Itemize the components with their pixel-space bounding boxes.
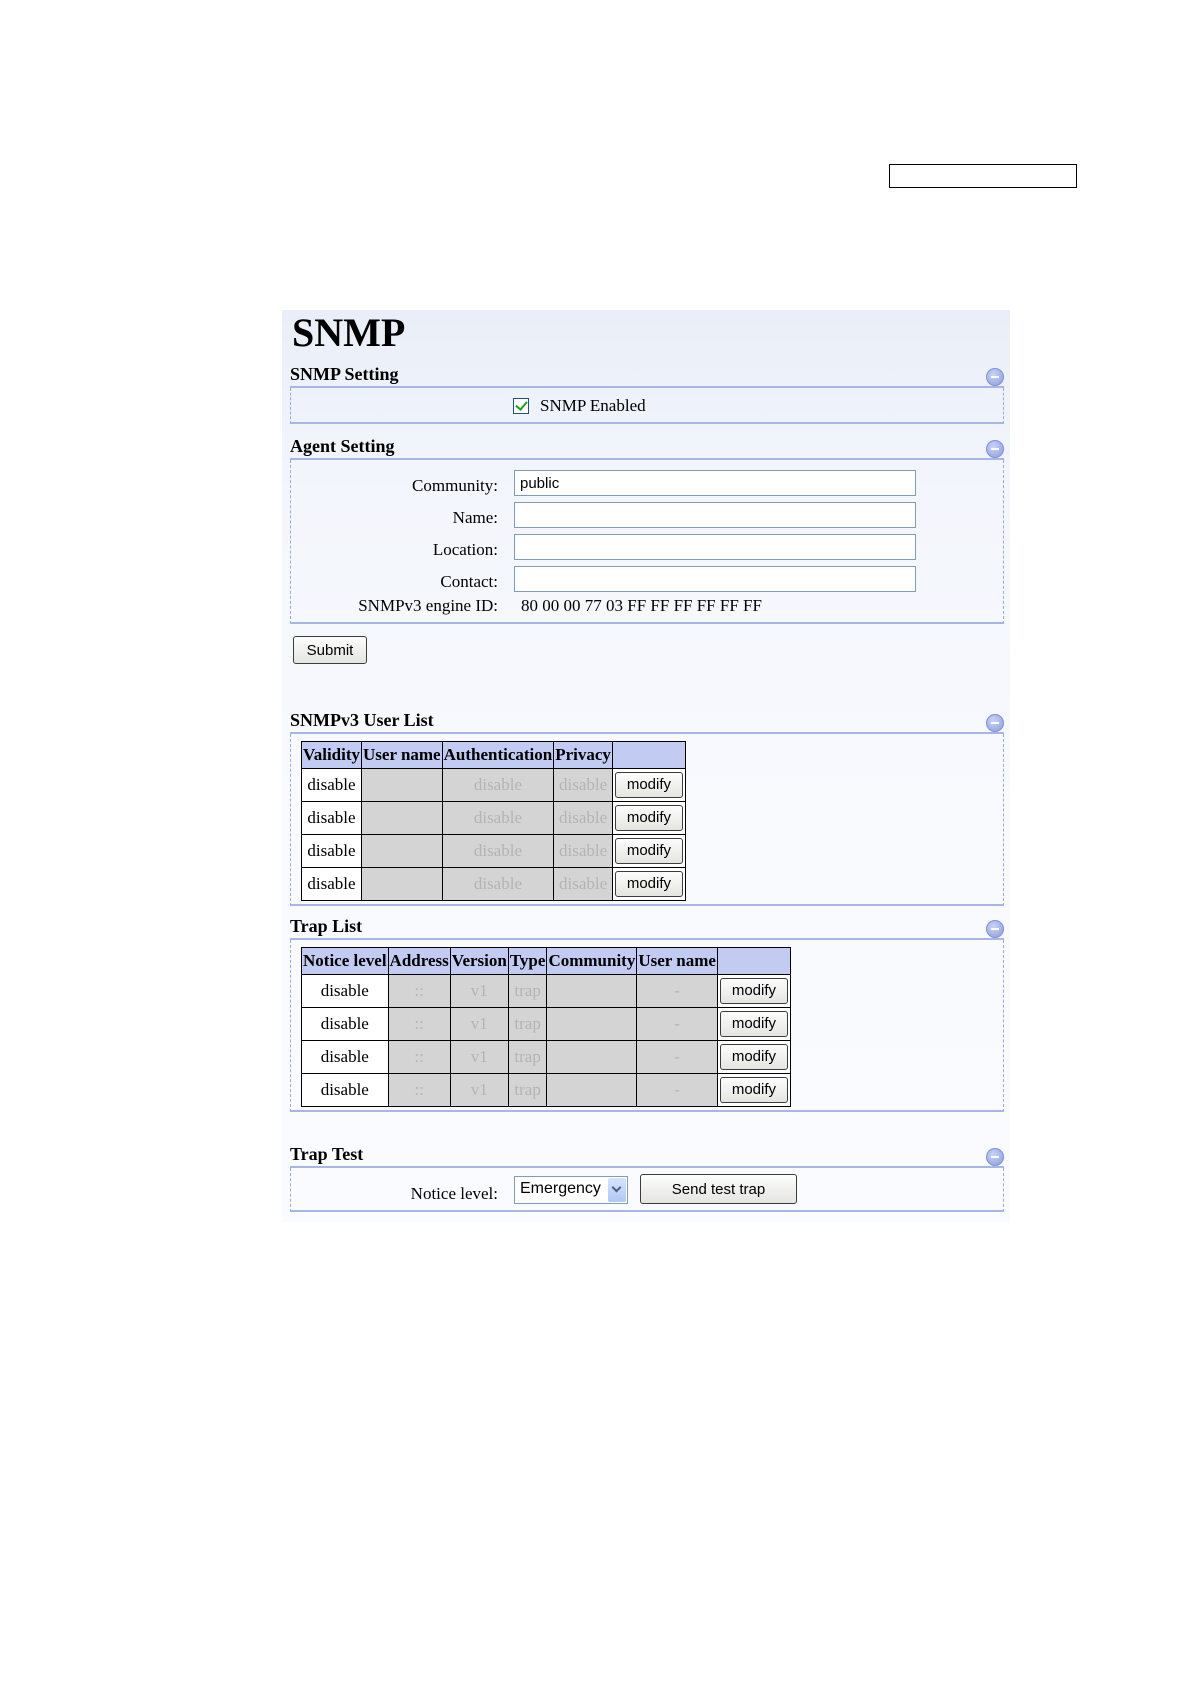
authentication-cell: disable: [442, 769, 554, 802]
authentication-cell: disable: [442, 835, 554, 868]
col-notice-level: Notice level: [302, 948, 389, 975]
user-list-title: SNMPv3 User List: [290, 710, 434, 730]
action-cell: [612, 769, 685, 802]
table-row: [302, 769, 686, 802]
modify-button[interactable]: modify: [615, 871, 683, 897]
snmp-setting-header: [290, 362, 1004, 388]
contact-label: Contact:: [440, 572, 498, 591]
action-cell: [717, 1074, 790, 1107]
table-header-row: [302, 948, 791, 975]
col-community: Community: [547, 948, 637, 975]
col-user-name: User name: [637, 948, 718, 975]
privacy-cell: disable: [554, 868, 613, 901]
user-name-cell: [362, 802, 443, 835]
type-cell: trap: [508, 1008, 547, 1041]
type-cell: trap: [508, 975, 547, 1008]
name-label: Name:: [452, 508, 498, 527]
user-name-cell: -: [637, 1008, 718, 1041]
snmp-panel: [282, 310, 1010, 1222]
send-test-trap-button[interactable]: Send test trap: [640, 1174, 797, 1204]
community-cell: [547, 1008, 637, 1041]
notice-level-label: Notice level:: [410, 1184, 498, 1203]
trap-test-header: [290, 1142, 1004, 1168]
action-cell: [612, 802, 685, 835]
action-cell: [612, 835, 685, 868]
notice-level-cell: disable: [302, 1074, 389, 1107]
notice-level-cell: disable: [302, 975, 389, 1008]
table-row: [302, 1074, 791, 1107]
user-list-table: [301, 741, 686, 901]
trap-list-header: [290, 914, 1004, 940]
submit-button[interactable]: Submit: [293, 636, 367, 664]
agent-setting-title: Agent Setting: [290, 436, 395, 456]
engine-id-value: 80 00 00 77 03 FF FF FF FF FF FF: [521, 596, 762, 615]
version-cell: v1: [450, 1008, 508, 1041]
snmp-enabled-checkbox[interactable]: [513, 398, 529, 414]
collapse-icon[interactable]: [986, 440, 1004, 458]
validity-cell: disable: [302, 769, 362, 802]
community-label: Community:: [412, 476, 498, 495]
col-user-name: User name: [362, 742, 443, 769]
table-row: [302, 1041, 791, 1074]
user-name-cell: [362, 835, 443, 868]
agent-setting-header: [290, 434, 1004, 460]
privacy-cell: disable: [554, 802, 613, 835]
action-cell: [717, 1008, 790, 1041]
modify-button[interactable]: modify: [720, 1077, 788, 1103]
modify-button[interactable]: modify: [720, 1011, 788, 1037]
action-cell: [612, 868, 685, 901]
action-cell: [717, 975, 790, 1008]
user-name-cell: -: [637, 1041, 718, 1074]
collapse-icon[interactable]: [986, 368, 1004, 386]
engine-id-label: SNMPv3 engine ID:: [358, 596, 498, 615]
user-name-cell: -: [637, 1074, 718, 1107]
snmp-setting-body: [290, 388, 1004, 424]
collapse-icon[interactable]: [986, 714, 1004, 732]
chevron-down-icon[interactable]: [608, 1178, 626, 1202]
col-validity: Validity: [302, 742, 362, 769]
trap-list-table: [301, 947, 791, 1107]
contact-input[interactable]: [514, 566, 916, 592]
validity-cell: disable: [302, 868, 362, 901]
user-name-cell: [362, 868, 443, 901]
type-cell: trap: [508, 1074, 547, 1107]
table-row: [302, 868, 686, 901]
address-cell: ::: [388, 975, 450, 1008]
col-action: [612, 742, 685, 769]
community-input[interactable]: [514, 470, 916, 496]
community-cell: [547, 975, 637, 1008]
address-cell: ::: [388, 1074, 450, 1107]
trap-list-title: Trap List: [290, 916, 363, 936]
trap-test-title: Trap Test: [290, 1144, 364, 1164]
notice-level-cell: disable: [302, 1041, 389, 1074]
user-list-header: [290, 708, 1004, 734]
modify-button[interactable]: modify: [615, 772, 683, 798]
authentication-cell: disable: [442, 802, 554, 835]
table-row: [302, 1008, 791, 1041]
notice-level-value: Emergency: [520, 1180, 601, 1197]
notice-level-cell: disable: [302, 1008, 389, 1041]
col-version: Version: [450, 948, 508, 975]
version-cell: v1: [450, 1041, 508, 1074]
user-name-cell: -: [637, 975, 718, 1008]
page-title: SNMP: [292, 310, 406, 355]
version-cell: v1: [450, 975, 508, 1008]
community-cell: [547, 1074, 637, 1107]
table-header-row: [302, 742, 686, 769]
modify-button[interactable]: modify: [720, 1044, 788, 1070]
privacy-cell: disable: [554, 769, 613, 802]
modify-button[interactable]: modify: [615, 805, 683, 831]
col-authentication: Authentication: [442, 742, 554, 769]
snmp-setting-title: SNMP Setting: [290, 364, 399, 384]
collapse-icon[interactable]: [986, 1148, 1004, 1166]
modify-button[interactable]: modify: [720, 978, 788, 1004]
validity-cell: disable: [302, 835, 362, 868]
blank-field-box: [889, 164, 1077, 188]
name-input[interactable]: [514, 502, 916, 528]
table-row: [302, 802, 686, 835]
user-name-cell: [362, 769, 443, 802]
col-type: Type: [508, 948, 547, 975]
snmp-enabled-label: SNMP Enabled: [540, 396, 646, 415]
collapse-icon[interactable]: [986, 920, 1004, 938]
validity-cell: disable: [302, 802, 362, 835]
col-privacy: Privacy: [554, 742, 613, 769]
address-cell: ::: [388, 1008, 450, 1041]
table-row: [302, 835, 686, 868]
notice-level-select[interactable]: [514, 1176, 628, 1204]
col-address: Address: [388, 948, 450, 975]
community-cell: [547, 1041, 637, 1074]
type-cell: trap: [508, 1041, 547, 1074]
col-action: [717, 948, 790, 975]
address-cell: ::: [388, 1041, 450, 1074]
modify-button[interactable]: modify: [615, 838, 683, 864]
location-input[interactable]: [514, 534, 916, 560]
location-label: Location:: [432, 540, 498, 559]
action-cell: [717, 1041, 790, 1074]
version-cell: v1: [450, 1074, 508, 1107]
privacy-cell: disable: [554, 835, 613, 868]
table-row: [302, 975, 791, 1008]
authentication-cell: disable: [442, 868, 554, 901]
